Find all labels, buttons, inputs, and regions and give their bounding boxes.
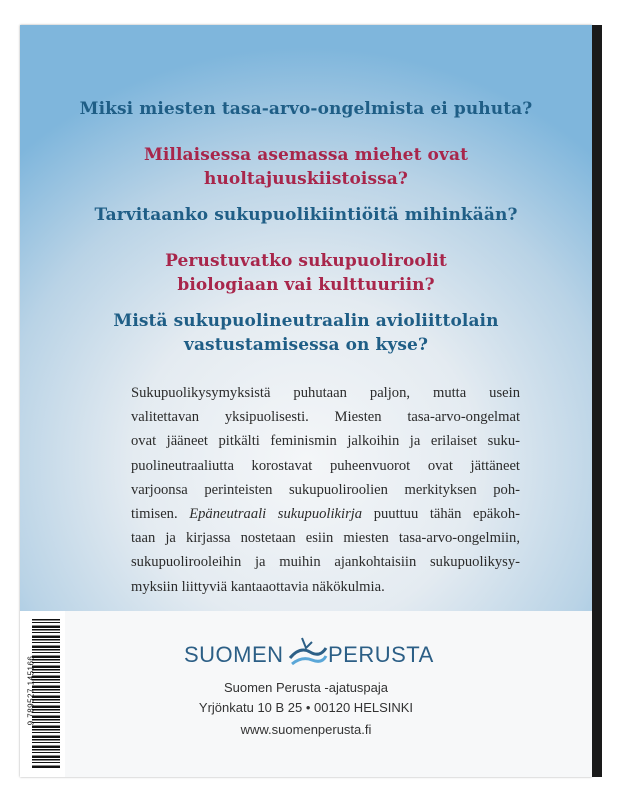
- publisher-logo: [184, 636, 484, 676]
- publisher-name: Suomen Perusta -ajatuspaja: [223, 680, 389, 695]
- question-3: [20, 203, 592, 227]
- book-back-cover: [20, 25, 592, 777]
- question-4-line-2: biologiaan vai kulttuuriin?: [177, 275, 435, 295]
- question-1: [20, 97, 592, 121]
- logo-text-right: PERUSTA: [328, 642, 434, 667]
- description-text: timisen.: [131, 505, 178, 522]
- question-2-line-2: huoltajuuskiistoissa?: [204, 169, 408, 189]
- question-5-line-2: vastustamisessa on kyse?: [183, 335, 429, 355]
- description-line: valitettavan yksipuolisesti. Miesten tasa-arvo-ongelmat: [131, 409, 520, 426]
- book-title: Epäneutraali sukupuolikirja: [189, 505, 363, 522]
- description-text: puuttuu tähän epäkoh-: [373, 505, 521, 522]
- logo-text-left: SUOMEN: [184, 642, 284, 667]
- question-3-line-1: Tarvitaanko sukupuolikiintiöitä mihinkään?: [94, 205, 518, 225]
- question-2: [20, 143, 592, 191]
- question-4: [20, 249, 592, 297]
- book-spine-edge: [592, 25, 602, 777]
- description-line: puolineutraaliutta korostavat puheenvuorot ovat jättäneet: [131, 457, 520, 474]
- question-1-line-1: Miksi miesten tasa-arvo-ongelmista ei puhuta?: [79, 99, 533, 119]
- description-line: taan ja kirjassa nostetaan esiin miesten tasa-arvo-ongelmiin,: [131, 530, 520, 547]
- description-paragraph: [131, 381, 520, 599]
- description-line: sukupuolirooleihin ja muihin ajankohtaisiin sukupuolikysy-: [131, 554, 520, 571]
- description-line: myksiin liittyviä kantaaottavia näkökulmia.: [131, 578, 385, 595]
- publisher-address: Yrjönkatu 10 B 25 • 00120 HELSINKI: [198, 700, 414, 715]
- description-line: [131, 502, 520, 526]
- description-line: Sukupuolikysymyksistä puhutaan paljon, mutta usein: [131, 385, 520, 401]
- description-line: ovat jääneet pitkälti feminismin jalkoihin ja erilaiset suku-: [131, 433, 520, 450]
- isbn-number: 9 789527 145166: [26, 655, 36, 726]
- question-2-line-1: Millaisessa asemassa miehet ovat: [143, 145, 469, 165]
- logo-emblem-icon: [288, 636, 328, 674]
- question-5: [20, 309, 592, 357]
- publisher-website: www.suomenperusta.fi: [240, 722, 372, 737]
- description-line: varjoonsa perinteisten sukupuoliroolien merkityksen poh-: [131, 481, 520, 498]
- question-4-line-1: Perustuvatko sukupuoliroolit: [165, 251, 447, 271]
- question-5-line-1: Mistä sukupuolineutraalin avioliittolain: [113, 311, 499, 331]
